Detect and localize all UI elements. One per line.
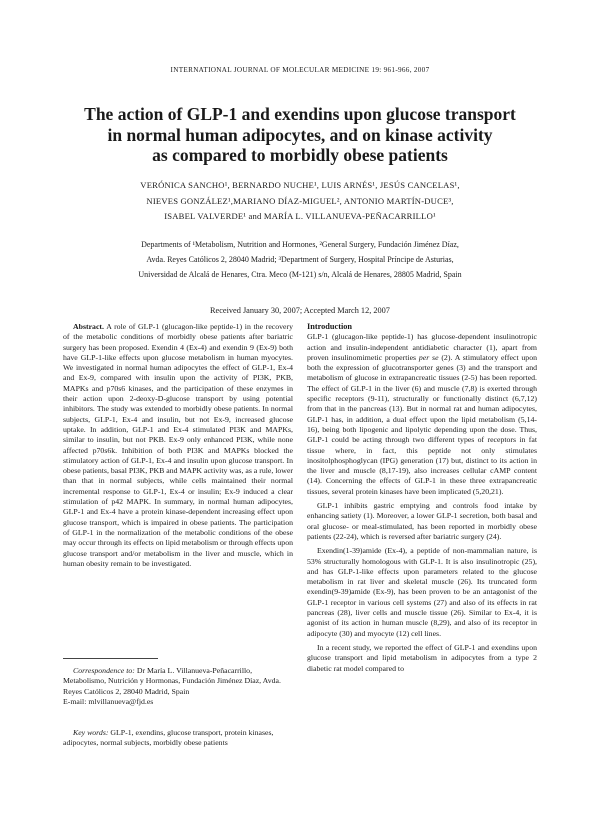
intro-paragraph-1 [307, 332, 537, 497]
author-list [60, 178, 540, 225]
footnote-divider [63, 658, 158, 659]
correspondence-text: Dr María L. Villanueva-Peñacarrillo, Metabolismo, Nutrición y Hormonas, Fundación Jiménez Díaz, Avda. Reyes Católicos 2, 28040 Madrid, Spain [63, 666, 281, 696]
intro-p1-italic: per se [418, 352, 439, 362]
title-line: as compared to morbidly obese patients [152, 145, 448, 165]
article-title [60, 104, 540, 166]
affiliations [60, 237, 540, 282]
title-line: in normal human adipocytes, and on kinase activity [107, 124, 493, 145]
abstract-text: A role of GLP-1 (glucagon-like peptide-1) in the recovery of the metabolic conditions of morbidly obese patients after bariatric surgery has been proposed. Exendin 4 (Ex-4) and exendin 9 (Ex-9) both have GLP-1-like effects upon glucose metabolism in human myocytes. We investigated in normal human adipocytes the effect of GLP-1, Ex-4 and Ex-9, compared with insulin upon the activity of PI3K, PKB, MAPKs and p70s6 kinases, and the participation of these enzymes in their action upon 2-deoxy-D-glucose transport by using potential inhibitors. The study was extended to morbidly obese patients. In normal subjects, GLP-1, Ex-4 and insulin, but not Ex-9, increased glucose uptake. In addition, GLP-1 and Ex-4 stimulated PI3K and MAPKs, similar to insulin, but not PKB. Ex-9 only enhanced PI3K, while none affected p70s6k. Inhibition of both PI3K and MAPKs blocked the stimulatory action of GLP-1, Ex-4 and insulin upon glucose transport. In obese patients, basal PI3K, PKB and MAPK activity was, as a rule, lower than that in normal subjects, while cells maintained their normal incremental response to GLP-1, Ex-4 or insulin; Ex-9 induced a clear stimulation of p42 MAPK. In summary, in normal human adipocytes, GLP-1 and Ex-4 have a protein kinase-dependent increasing effect upon glucose transport, which is impaired in obese patients. The participation of GLP-1 in the normalization of the metabolic conditions of the obese may occur through its effects on lipid metabolism or through effects upon glucose transport and/or metabolism in the liver and muscle, which in human obesity remain to be investigated. [63, 322, 293, 568]
abstract-label: Abstract. [73, 322, 104, 331]
author-line: ISABEL VALVERDE¹ and MARÍA L. VILLANUEVA-PEÑACARRILLO¹ [164, 211, 436, 221]
correspondence-note [63, 666, 293, 707]
correspondence-paragraph [63, 666, 293, 697]
received-dates: Received January 30, 2007; Accepted March 12, 2007 [210, 306, 390, 315]
key-words-text: GLP-1, exendins, glucose transport, protein kinases, adipocytes, normal subjects, morbidly obese patients [63, 728, 274, 748]
introduction-column [307, 322, 537, 674]
key-words-paragraph [63, 728, 293, 749]
intro-paragraph-4: In a recent study, we reported the effect of GLP-1 and exendins upon glucose transport and lipid metabolism in adipocytes from a type 2 diabetic rat model compared to [307, 642, 537, 673]
title-line: The action of GLP-1 and exendins upon glucose transport [84, 104, 516, 124]
intro-p1-text-a: GLP-1 (glucagon-like peptide-1) has glucose-dependent insulinotropic action and insulin-independent antidiabetic character (1), apart from proven insulinomimetic properties [307, 332, 537, 362]
correspondence-email: E-mail: mlvillanueva@fjd.es [63, 696, 154, 706]
abstract-paragraph [63, 322, 293, 569]
intro-paragraph-2: GLP-1 inhibits gastric emptying and controls food intake by enhancing satiety (1). Moreover, a lower GLP-1 secretion, both basal and oral glucose- or meal-stimulated, has been reported in morbidly obese patients (22-24), which is reversed after bariatric surgery (24). [307, 501, 537, 541]
intro-p1-text-b: (2). A stimulatory effect upon both the expression of glucotransporter genes (3) and the transport and metabolism of glucose in extrapancreatic tissues (2-5) has been reported. The effect of GLP-1 in the liver (6) and muscle (7,8) is exerted through specific receptors (9-11), structurally or functionally distinct (6,7,12) from that in the pancreas (13). But in normal rat and human adipocytes, GLP-1 has, in addition, a dual effect upon the lipid metabolism (5,14-16), being both lipogenic and lipolytic depending upon the dose. Thus, GLP-1 could be acting through two different types of receptors in fat tissue where, in fact, this peptide not only stimulates inositolphosphoglycan (IPG) generation (17) but, distinct to its action in the liver and muscle (8,17-19), also increases cellular cAMP content (14). Concerning the effects of GLP-1 in these three extrapancreatic tissues, several protein kinases have been implicated (5,20,21). [307, 352, 537, 496]
key-words-label: Key words: [73, 728, 109, 737]
intro-paragraph-3: Exendin(1-39)amide (Ex-4), a peptide of non-mammalian nature, is 53% structurally homologous with GLP-1. It is also insulinotropic (25), and has GLP-1-like effects upon parameters related to the glucose metabolism in rat liver and skeletal muscle (26). Its truncated form exendin(9-39)amide (Ex-9), has been proven to be an antagonist of the GLP-1 receptor in various cell systems (27) and also of its effects in rat pancreas (28), liver cells and muscle tissue (26). Similar to Ex-4, it is agonist of its action in human muscle (8,29), and also of its receptor in adipocyte (30) and myocyte (12) cell lines. [307, 546, 537, 638]
abstract-column [63, 322, 293, 569]
affiliation-line: Departments of ¹Metabolism, Nutrition and Hormones, ²General Surgery, Fundación Jiménez Díaz, [141, 240, 459, 249]
author-line: NIEVES GONZÁLEZ¹,MARIANO DÍAZ-MIGUEL², ANTONIO MARTÍN-DUCE³, [146, 195, 454, 206]
affiliation-line: Avda. Reyes Católicos 2, 28040 Madrid; ³Department of Surgery, Hospital Príncipe de Asturias, [146, 255, 454, 264]
running-head: INTERNATIONAL JOURNAL OF MOLECULAR MEDICINE 19: 961-966, 2007 [170, 66, 430, 74]
introduction-heading: Introduction [307, 322, 353, 331]
affiliation-line: Universidad de Alcalá de Henares, Ctra. Meco (M-121) s/n, Alcalá de Henares, 28805 Madrid, Spain [138, 270, 462, 279]
correspondence-label: Correspondence to: [73, 666, 135, 675]
key-words-note [63, 728, 293, 749]
author-line: VERÓNICA SANCHO¹, BERNARDO NUCHE¹, LUIS ARNÉS¹, JESÚS CANCELAS¹, [140, 180, 460, 190]
